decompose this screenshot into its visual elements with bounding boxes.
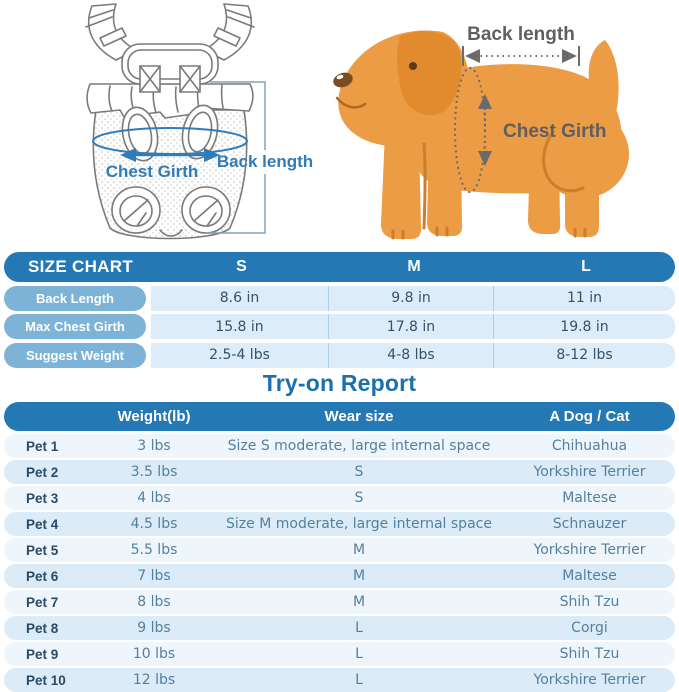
tryon-row: [4, 590, 675, 614]
tryon-weight-cell: 3 lbs: [137, 438, 171, 454]
tryon-breed-cell: Yorkshire Terrier: [533, 542, 646, 558]
tryon-weight-cell: 9 lbs: [137, 620, 171, 636]
tryon-row: [4, 460, 675, 484]
tryon-row: [4, 642, 675, 666]
tryon-pet-label: Pet 10: [26, 672, 66, 688]
tryon-wear-cell: S: [354, 490, 364, 506]
tryon-weight-cell: 4.5 lbs: [130, 516, 178, 532]
tryon-breed-cell: Yorkshire Terrier: [533, 672, 646, 688]
tryon-col-weight: Weight(lb): [117, 408, 191, 425]
tryon-title: Try-on Report: [262, 370, 417, 396]
arrow-left-icon: [465, 49, 480, 63]
tryon-breed-cell: Corgi: [571, 620, 608, 636]
size-chart-row: [4, 343, 675, 368]
tryon-pet-label: Pet 9: [26, 646, 59, 662]
size-chart-cell-m: 4-8 lbs: [328, 343, 494, 368]
tryon-weight-cell: 5.5 lbs: [130, 542, 178, 558]
size-chart-cell-s: 15.8 in: [151, 314, 328, 339]
tryon-wear-cell: Size M moderate, large internal space: [226, 516, 492, 532]
tryon-wear-cell: L: [355, 646, 363, 662]
tryon-wear-cell: M: [352, 594, 366, 610]
tryon-pet-label: Pet 7: [26, 594, 59, 610]
tryon-row: [4, 564, 675, 588]
tryon-wear-cell: L: [355, 620, 363, 636]
tryon-breed-cell: Shih Tzu: [559, 594, 620, 610]
size-chart-row: [4, 314, 675, 339]
tryon-breed-cell: Yorkshire Terrier: [533, 464, 646, 480]
size-chart-cell-l: 8-12 lbs: [494, 343, 675, 368]
tryon-breed-cell: Maltese: [562, 490, 617, 506]
dog-back-length-dimension: [463, 46, 579, 66]
tryon-pet-label: Pet 8: [26, 620, 59, 636]
tryon-weight-cell: 4 lbs: [137, 490, 171, 506]
size-chart-row: [4, 286, 675, 311]
carrier-chest-girth-label: Chest Girth: [105, 162, 199, 181]
tryon-table: [4, 402, 675, 692]
size-chart-col-s: S: [236, 258, 247, 275]
tryon-col-wear: Wear size: [324, 408, 394, 425]
tryon-wear-cell: Size S moderate, large internal space: [227, 438, 491, 454]
tryon-row: [4, 538, 675, 562]
size-chart-header: [4, 252, 675, 282]
size-chart-col-l: L: [581, 258, 591, 275]
tryon-rows: [4, 434, 675, 692]
size-chart-row-label: Suggest Weight: [4, 343, 146, 368]
tryon-breed-cell: Maltese: [562, 568, 617, 584]
dog-back-length-label: Back length: [467, 24, 575, 45]
size-chart-row-label: Max Chest Girth: [4, 314, 146, 339]
size-chart-cell-m: 9.8 in: [328, 286, 494, 311]
size-chart-row-label: Back Length: [4, 286, 146, 311]
tryon-wear-cell: M: [352, 568, 366, 584]
tryon-header: [4, 402, 675, 431]
tryon-weight-cell: 8 lbs: [137, 594, 171, 610]
tryon-row: [4, 486, 675, 510]
tryon-weight-cell: 3.5 lbs: [130, 464, 178, 480]
carrier-diagram: [40, 0, 320, 248]
size-chart-rows: [4, 286, 675, 368]
dog-eye: [409, 62, 417, 70]
tryon-breed-cell: Chihuahua: [551, 438, 628, 454]
size-chart-cell-s: 8.6 in: [151, 286, 328, 311]
size-chart-cell-s: 2.5-4 lbs: [151, 343, 328, 368]
tryon-col-breed: A Dog / Cat: [549, 408, 630, 425]
size-chart-cell-l: 11 in: [494, 286, 675, 311]
tryon-pet-label: Pet 3: [26, 490, 59, 506]
size-chart-cell-l: 19.8 in: [494, 314, 675, 339]
tryon-breed-cell: Schnauzer: [552, 516, 627, 532]
tryon-pet-label: Pet 1: [26, 438, 59, 454]
size-chart: [4, 252, 675, 368]
arrow-right-icon: [562, 49, 577, 63]
size-chart-col-m: M: [407, 258, 421, 275]
tryon-pet-label: Pet 2: [26, 464, 59, 480]
size-chart-cell-m: 17.8 in: [328, 314, 494, 339]
tryon-weight-cell: 7 lbs: [137, 568, 171, 584]
tryon-row: [4, 512, 675, 536]
tryon-row: [4, 616, 675, 640]
tryon-weight-cell: 10 lbs: [132, 646, 176, 662]
tryon-pet-label: Pet 4: [26, 516, 59, 532]
carrier-back-length-label: Back length: [216, 152, 314, 171]
tryon-row: [4, 668, 675, 692]
dog-diagram: [325, 2, 675, 246]
tryon-wear-cell: S: [354, 464, 364, 480]
size-chart-title: SIZE CHART: [28, 257, 133, 276]
tryon-pet-label: Pet 5: [26, 542, 59, 558]
carrier-line-art: [86, 4, 254, 239]
tryon-wear-cell: L: [355, 672, 363, 688]
tryon-weight-cell: 12 lbs: [132, 672, 176, 688]
tryon-wear-cell: M: [352, 542, 366, 558]
tryon-pet-label: Pet 6: [26, 568, 59, 584]
tryon-row: [4, 434, 675, 458]
dog-chest-girth-label: Chest Girth: [503, 121, 607, 142]
tryon-breed-cell: Shih Tzu: [559, 646, 620, 662]
